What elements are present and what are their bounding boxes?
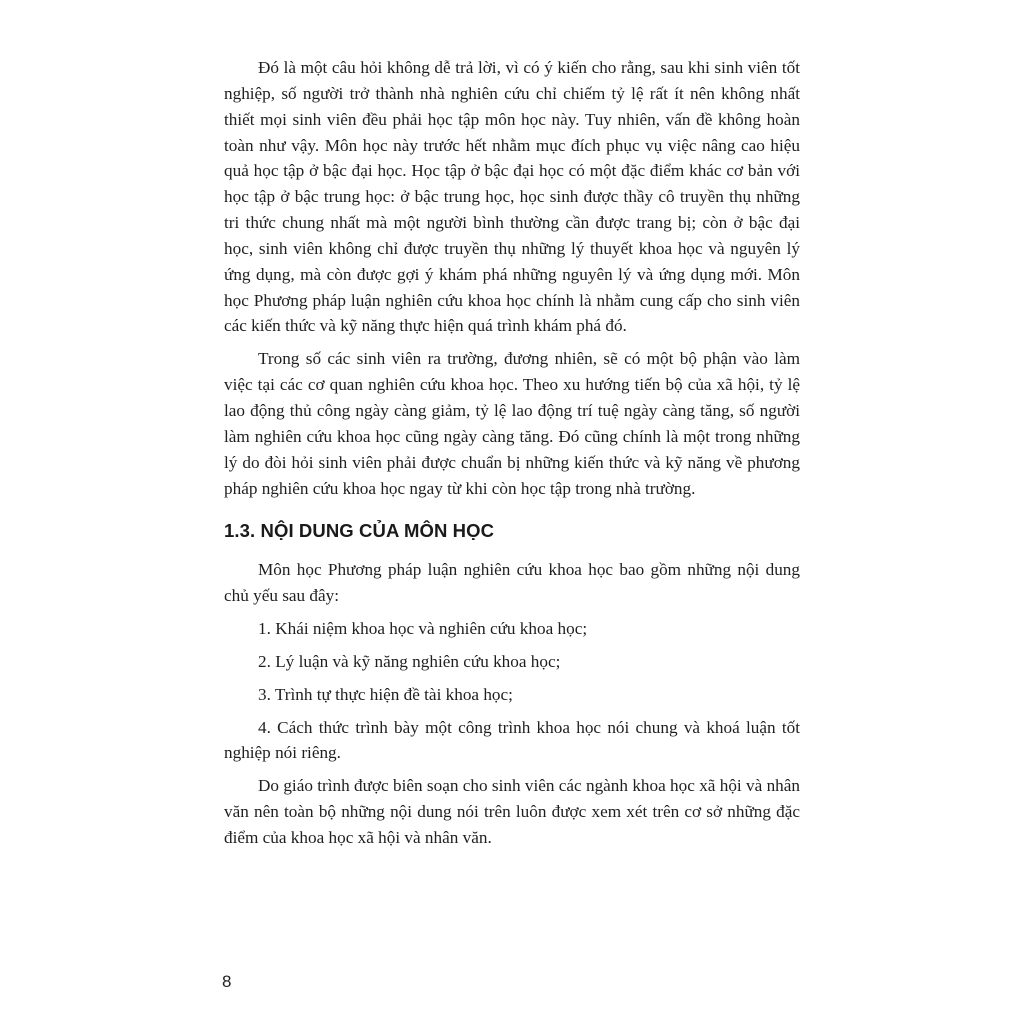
paragraph: Trong số các sinh viên ra trường, đương nhiên, sẽ có một bộ phận vào làm việc tại các cơ quan nghiên cứu khoa học. Theo xu hướng tiến bộ của xã hội, tỷ lệ lao động thủ công ngày càng giảm, tỷ lệ lao động trí tuệ ngày càng tăng, số người làm nghiên cứu khoa học cũng ngày càng tăng. Đó cũng chính là một trong những lý do đòi hỏi sinh viên phải được chuẩn bị những kiến thức và kỹ năng về phương pháp nghiên cứu khoa học ngay từ khi còn học tập trong nhà trường. <box>224 349 800 498</box>
closing-paragraph: Do giáo trình được biên soạn cho sinh viên các ngành khoa học xã hội và nhân văn nên toàn bộ những nội dung nói trên luôn được xem xét trên cơ sở những đặc điểm của khoa học xã hội và nhân văn. <box>224 776 800 847</box>
list-item: 1. Khái niệm khoa học và nghiên cứu khoa học; <box>258 619 588 639</box>
intro-paragraph: Môn học Phương pháp luận nghiên cứu khoa học bao gồm những nội dung chủ yếu sau đây: <box>224 560 800 606</box>
page-number: 8 <box>222 972 232 991</box>
list-item: 4. Cách thức trình bày một công trình khoa học nói chung và khoá luận tốt nghiệp nói riêng. <box>224 717 800 763</box>
list-item: 3. Trình tự thực hiện đề tài khoa học; <box>258 684 513 704</box>
list-item: 2. Lý luận và kỹ năng nghiên cứu khoa học; <box>258 651 561 671</box>
section-heading: 1.3. NỘI DUNG CỦA MÔN HỌC <box>224 520 495 542</box>
page-body <box>224 55 800 851</box>
paragraph: Đó là một câu hỏi không dễ trả lời, vì có ý kiến cho rằng, sau khi sinh viên tốt nghiệp, số người trở thành nhà nghiên cứu chỉ chiếm tỷ lệ rất ít nên không nhất thiết mọi sinh viên đều phải học tập môn học này. Tuy nhiên, vấn đề không hoàn toàn như vậy. Môn học này trước hết nhằm mục đích phục vụ việc nâng cao hiệu quả học tập ở bậc đại học. Học tập ở bậc đại học có một đặc điểm khác cơ bản với học tập ở bậc trung học: ở bậc trung học, học sinh được thầy cô truyền thụ những tri thức chung nhất mà một người bình thường cần được trang bị; còn ở bậc đại học, sinh viên không chỉ được truyền thụ những lý thuyết khoa học và nguyên lý ứng dụng, mà còn được gợi ý khám phá những nguyên lý và ứng dụng mới. Môn học Phương pháp luận nghiên cứu khoa học chính là nhằm cung cấp cho sinh viên các kiến thức và kỹ năng thực hiện quá trình khám phá đó. <box>224 58 800 336</box>
